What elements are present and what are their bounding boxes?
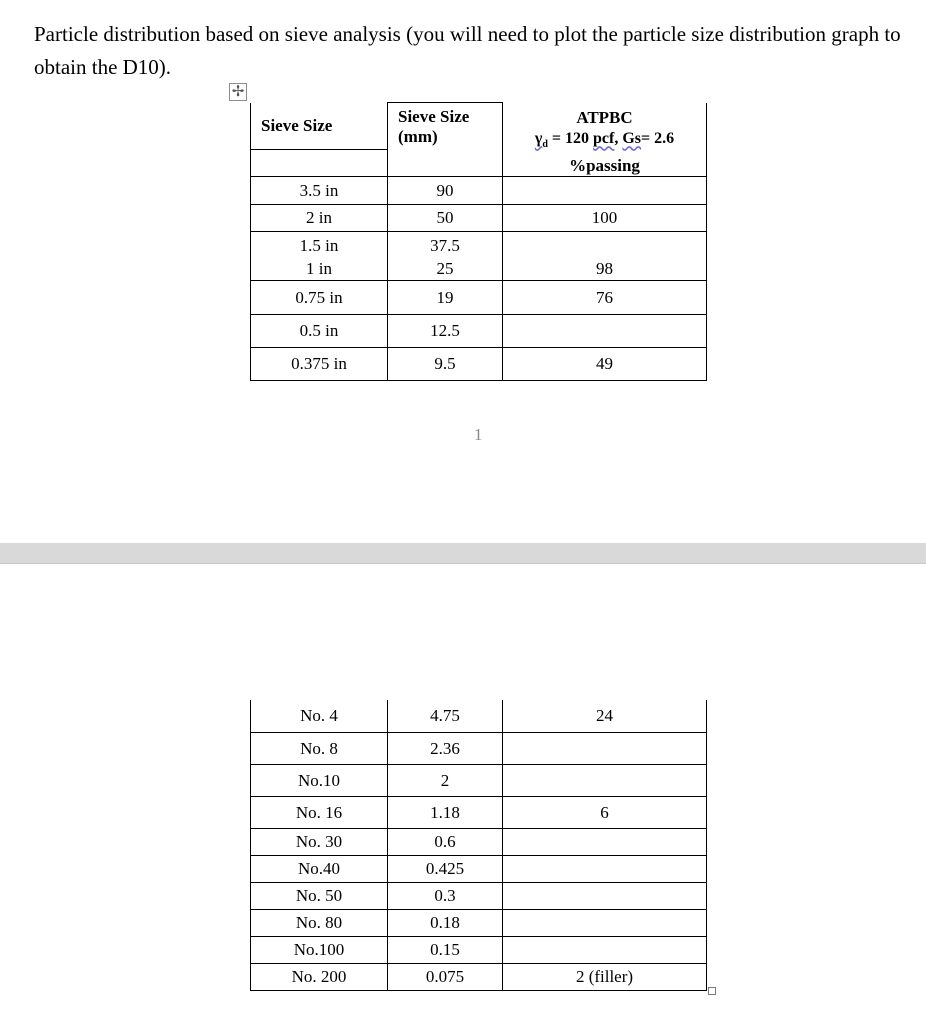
cell-mm: 37.5	[430, 235, 460, 255]
cell-passing: 98	[596, 258, 613, 278]
header-sieve-size-mm	[388, 103, 503, 177]
cell-sieve: No. 200	[251, 963, 388, 990]
cell-mm: 1.18	[388, 796, 503, 828]
cell-sieve: 1 in	[306, 258, 332, 278]
header-sieve-size-mm-text: Sieve Size (mm)	[398, 107, 470, 146]
cell-mm: 4.75	[388, 700, 503, 732]
sieve-table-page-2	[250, 700, 707, 991]
header-atpbc-params: $\gamma_d = 120$ pcf, Gs= 2.6	[534, 129, 675, 150]
page-break	[0, 543, 926, 564]
cell-sieve: No. 8	[251, 732, 388, 764]
cell-passing	[503, 936, 707, 963]
cell-passing	[503, 909, 707, 936]
cell-mm: 50	[388, 204, 503, 231]
cell-passing: 24	[503, 700, 707, 732]
cell-mm: 0.18	[388, 909, 503, 936]
table-move-handle-icon[interactable]: ✢	[229, 83, 247, 101]
cell-mm: 25	[436, 258, 454, 278]
cell-passing	[503, 855, 707, 882]
cell-sieve-pair	[251, 231, 388, 280]
cell-sieve: 0.75 in	[251, 280, 388, 314]
header-atpbc	[503, 103, 707, 177]
cell-passing	[503, 882, 707, 909]
instruction-text: Particle distribution based on sieve analysis (you will need to plot the particle size distribution graph to obtain the D10).	[34, 22, 901, 79]
sieve-table-page-1	[250, 102, 707, 381]
cell-mm: 19	[388, 280, 503, 314]
cell-mm: 0.425	[388, 855, 503, 882]
header-atpbc-title: ATPBC	[576, 107, 633, 127]
cell-mm: 0.075	[388, 963, 503, 990]
cell-sieve: No. 50	[251, 882, 388, 909]
cell-passing: 2 (filler)	[503, 963, 707, 990]
cell-sieve: No.100	[251, 936, 388, 963]
cell-sieve: No.40	[251, 855, 388, 882]
cell-mm: 9.5	[388, 347, 503, 380]
cell-passing: 100	[503, 204, 707, 231]
cell-passing	[503, 176, 707, 204]
table-resize-handle-icon[interactable]	[708, 987, 716, 995]
cell-sieve: No. 16	[251, 796, 388, 828]
header-percent-passing: %passing	[569, 155, 640, 175]
cell-passing: 49	[503, 347, 707, 380]
cell-passing	[503, 732, 707, 764]
cell-passing: 6	[503, 796, 707, 828]
cell-passing	[503, 828, 707, 855]
cell-sieve: No. 80	[251, 909, 388, 936]
cell-mm-pair	[388, 231, 503, 280]
cell-passing-pair	[503, 231, 707, 280]
cell-mm: 0.3	[388, 882, 503, 909]
cell-sieve: No. 30	[251, 828, 388, 855]
cell-mm: 90	[388, 176, 503, 204]
cell-mm: 2	[388, 764, 503, 796]
cell-sieve: 1.5 in	[299, 235, 339, 255]
cell-sieve: No. 4	[251, 700, 388, 732]
cell-sieve: 2 in	[251, 204, 388, 231]
cell-passing	[503, 764, 707, 796]
cell-sieve: 0.5 in	[251, 314, 388, 347]
cell-passing	[503, 234, 706, 257]
cell-sieve: 0.375 in	[251, 347, 388, 380]
header-sieve-size: Sieve Size	[251, 103, 388, 150]
cell-passing: 76	[503, 280, 707, 314]
cell-mm: 0.15	[388, 936, 503, 963]
header-spacer-cell	[251, 150, 388, 177]
cell-mm: 12.5	[388, 314, 503, 347]
page-number: 1	[474, 425, 483, 444]
cell-sieve: No.10	[251, 764, 388, 796]
cell-passing	[503, 314, 707, 347]
cell-sieve: 3.5 in	[251, 176, 388, 204]
cell-mm: 0.6	[388, 828, 503, 855]
cell-mm: 2.36	[388, 732, 503, 764]
